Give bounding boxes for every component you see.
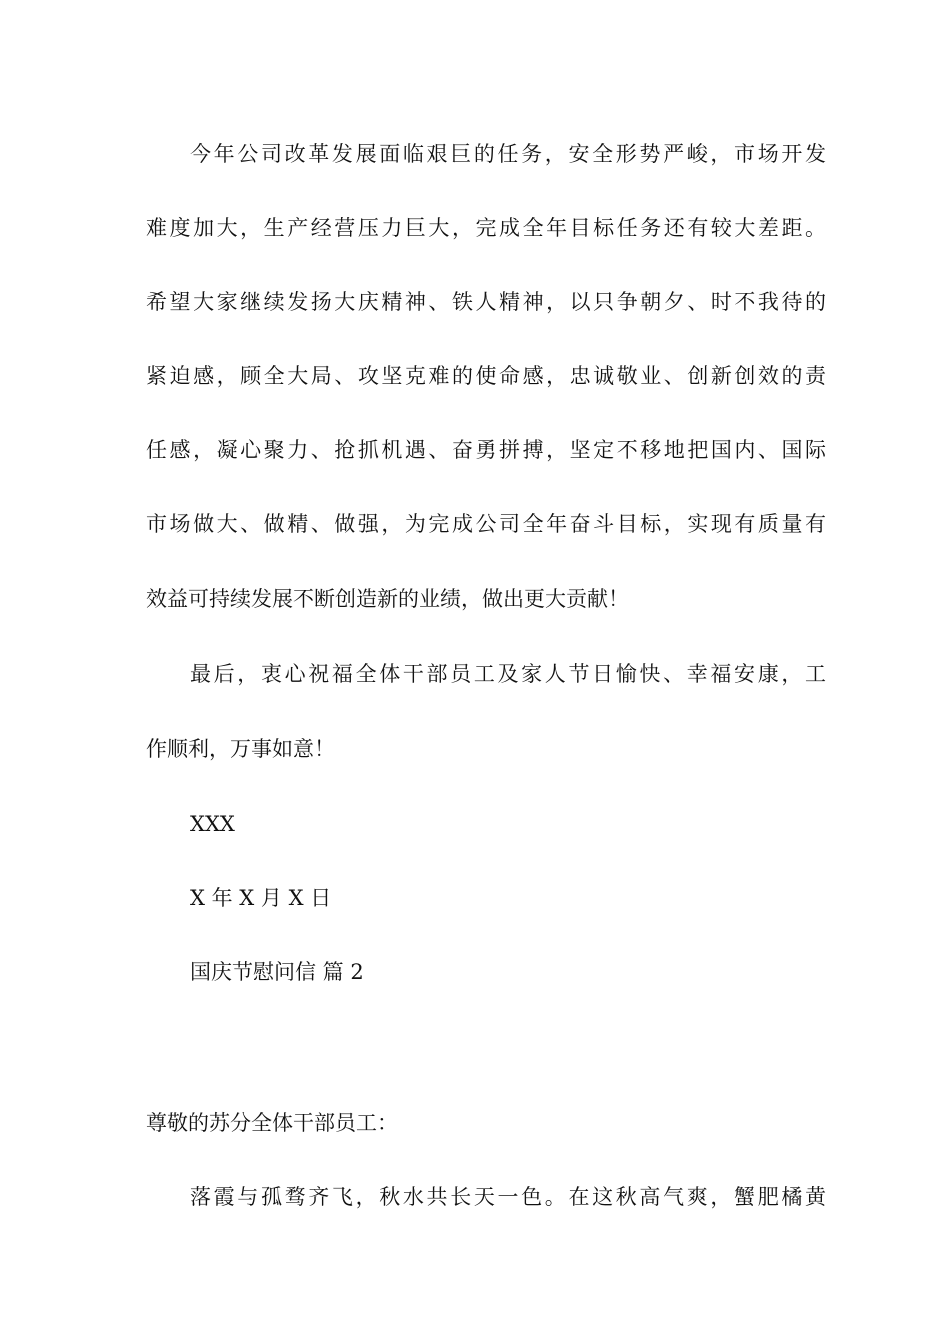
paragraph-1-line-1: 今年公司改革发展面临艰巨的任务，安全形势严峻，市场开发 (190, 142, 826, 166)
paragraph-2-line-2: 作顺利，万事如意！ (146, 737, 335, 761)
paragraph-1-line-3: 希望大家继续发扬大庆精神、铁人精神，以只争朝夕、时不我待的 (146, 290, 826, 314)
paragraph-3-line-1: 落霞与孤骛齐飞，秋水共长天一色。在这秋高气爽，蟹肥橘黄 (190, 1185, 826, 1209)
section-heading: 国庆节慰问信 篇 2 (190, 960, 364, 984)
paragraph-1-line-5: 任感，凝心聚力、抢抓机遇、奋勇拼搏，坚定不移地把国内、国际 (146, 438, 826, 462)
salutation: 尊敬的苏分全体干部员工： (146, 1111, 398, 1135)
paragraph-1-line-2: 难度加大，生产经营压力巨大，完成全年目标任务还有较大差距。 (146, 216, 826, 240)
date: X 年 X 月 X 日 (190, 886, 332, 910)
paragraph-2-line-1: 最后，衷心祝福全体干部员工及家人节日愉快、幸福安康，工 (190, 662, 826, 686)
paragraph-1-line-4: 紧迫感，顾全大局、攻坚克难的使命感，忠诚敬业、创新创效的责 (146, 364, 826, 388)
paragraph-1-line-7: 效益可持续发展不断创造新的业绩，做出更大贡献！ (146, 587, 629, 611)
paragraph-1-line-6: 市场做大、做精、做强，为完成公司全年奋斗目标，实现有质量有 (146, 512, 826, 536)
signature: XXX (190, 812, 235, 836)
